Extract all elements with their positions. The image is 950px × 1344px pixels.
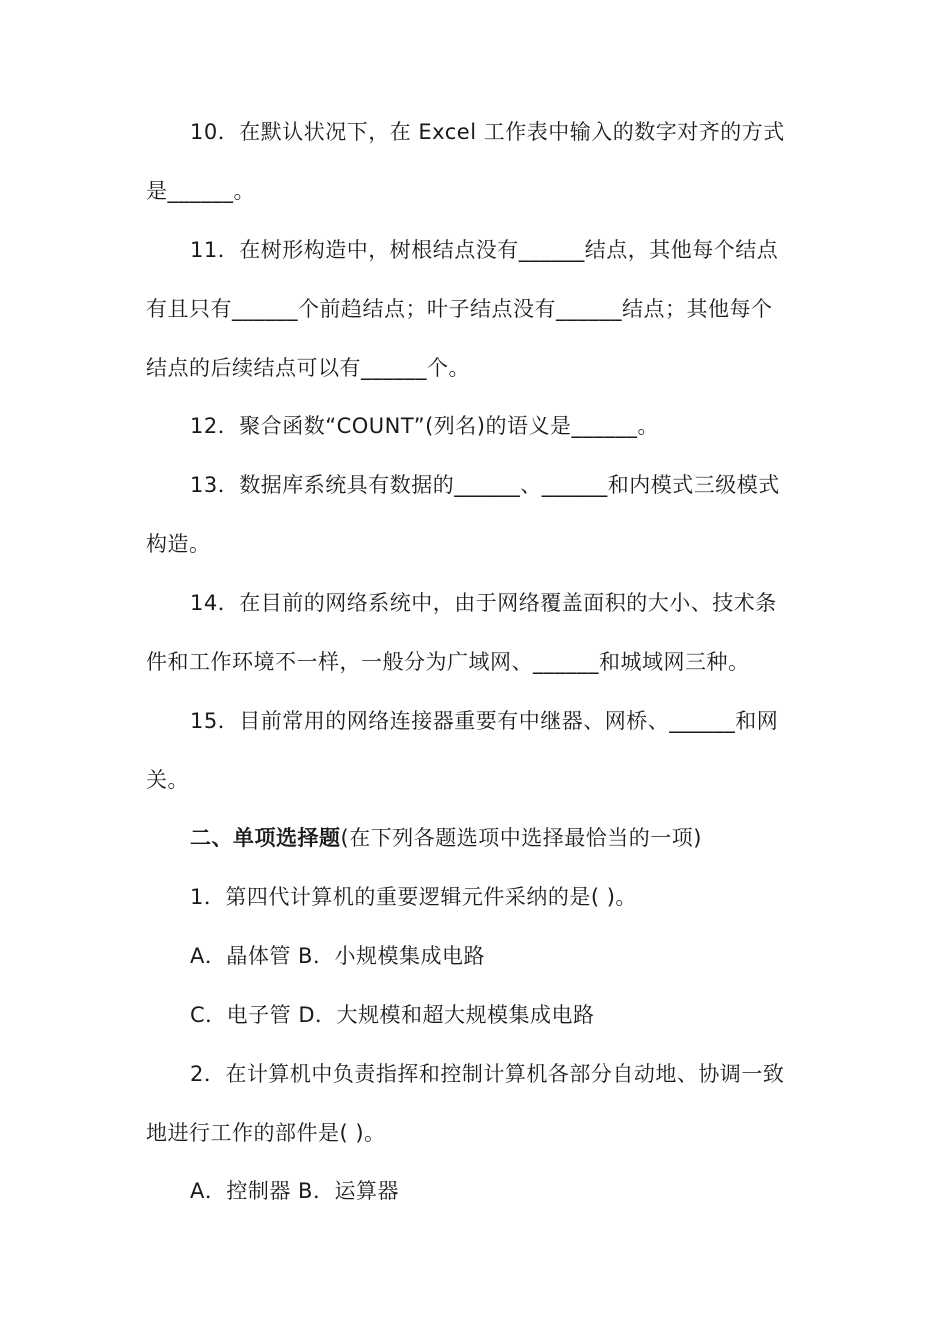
- mc-question-2-line-1: 2．在计算机中负责指挥和控制计算机各部分自动地、协调一致: [190, 1062, 785, 1086]
- question-14-line-2: 件和工作环境不一样，一般分为广域网、______和城域网三种。: [146, 650, 750, 674]
- mc-question-1-options-ab: A．晶体管 B．小规模集成电路: [190, 944, 485, 968]
- question-15-line-2: 关。: [146, 768, 189, 792]
- question-10-line-1: 10．在默认状况下，在 Excel 工作表中输入的数字对齐的方式: [190, 120, 785, 144]
- question-11-line-3: 结点的后续结点可以有______个。: [146, 356, 470, 380]
- question-13-line-2: 构造。: [146, 532, 211, 556]
- question-13-line-1: 13．数据库系统具有数据的______、______和内模式三级模式: [190, 473, 780, 497]
- mc-question-1-options-cd: C．电子管 D．大规模和超大规模集成电路: [190, 1003, 595, 1027]
- question-14-line-1: 14．在目前的网络系统中，由于网络覆盖面积的大小、技术条: [190, 591, 777, 615]
- question-10-line-2: 是______。: [146, 179, 255, 203]
- question-11-line-1: 11．在树形构造中，树根结点没有______结点，其他每个结点: [190, 238, 779, 262]
- question-11-line-2: 有且只有______个前趋结点；叶子结点没有______结点；其他每个: [146, 297, 773, 321]
- mc-question-2-options-ab: A．控制器 B．运算器: [190, 1179, 399, 1203]
- section-2-heading: 二、单项选择题: [190, 826, 341, 850]
- section-2-note: (在下列各题选项中选择最恰当的一项): [340, 826, 702, 850]
- question-12-line: 12．聚合函数“COUNT”(列名)的语义是______。: [190, 414, 660, 438]
- section-2-heading-line: [190, 823, 702, 853]
- mc-question-1: 1．第四代计算机的重要逻辑元件采纳的是( )。: [190, 885, 637, 909]
- mc-question-2-line-2: 地进行工作的部件是( )。: [146, 1121, 386, 1145]
- question-15-line-1: 15．目前常用的网络连接器重要有中继器、网桥、______和网: [190, 709, 779, 733]
